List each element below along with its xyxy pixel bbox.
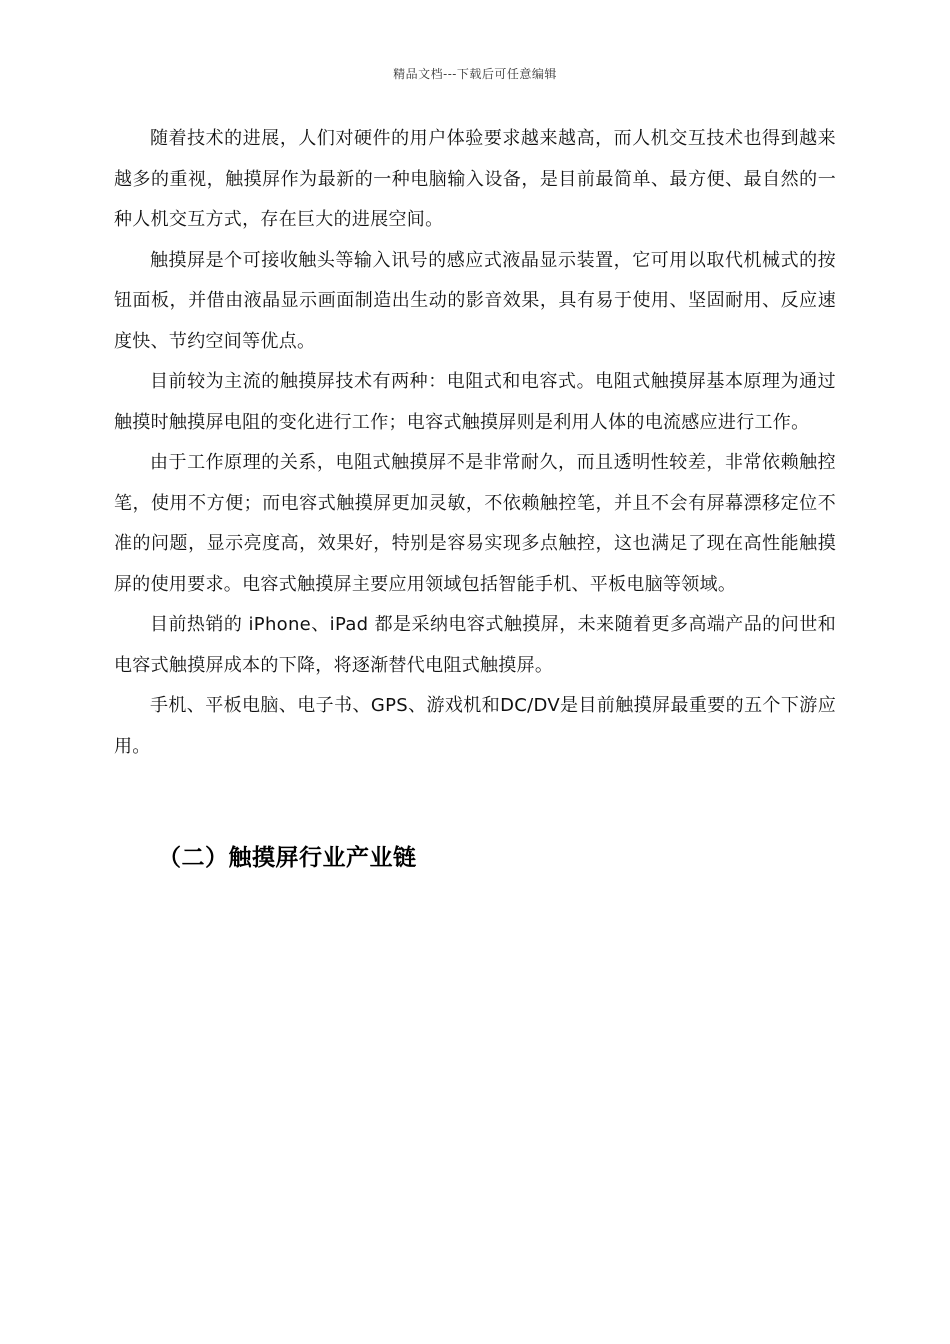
paragraph-2: 触摸屏是个可接收触头等输入讯号的感应式液晶显示装置，它可用以取代机械式的按钮面板，并借由液晶显示画面制造出生动的影音效果，具有易于使用、坚固耐用、反应速度快、节约空间等优点。 bbox=[114, 249, 836, 352]
section-heading: （二）触摸屏行业产业链 bbox=[158, 845, 417, 871]
paragraph-5: 目前热销的 iPhone、iPad 都是采纳电容式触摸屏，未来随着更多高端产品的问世和电容式触摸屏成本的下降，将逐渐替代电阻式触摸屏。 bbox=[114, 614, 836, 676]
paragraph-1: 随着技术的进展，人们对硬件的用户体验要求越来越高，而人机交互技术也得到越来越多的重视，触摸屏作为最新的一种电脑输入设备，是目前最简单、最方便、最自然的一种人机交互方式，存在巨大的进展空间。 bbox=[114, 128, 836, 230]
paragraph-3: 目前较为主流的触摸屏技术有两种：电阻式和电容式。电阻式触摸屏基本原理为通过触摸时触摸屏电阻的变化进行工作；电容式触摸屏则是利用人体的电流感应进行工作。 bbox=[114, 371, 836, 433]
page-header: 精品文档---下载后可任意编辑 bbox=[393, 67, 557, 81]
body-text bbox=[114, 119, 836, 767]
paragraph-4: 由于工作原理的关系，电阻式触摸屏不是非常耐久，而且透明性较差，非常依赖触控笔，使用不方便；而电容式触摸屏更加灵敏，不依赖触控笔，并且不会有屏幕漂移定位不准的问题，显示亮度高，效果好，特别是容易实现多点触控，这也满足了现在高性能触摸屏的使用要求。电容式触摸屏主要应用领域包括智能手机、平板电脑等领域。 bbox=[114, 452, 836, 595]
paragraph-6: 手机、平板电脑、电子书、GPS、游戏机和DC/DV是目前触摸屏最重要的五个下游应用。 bbox=[114, 695, 836, 757]
